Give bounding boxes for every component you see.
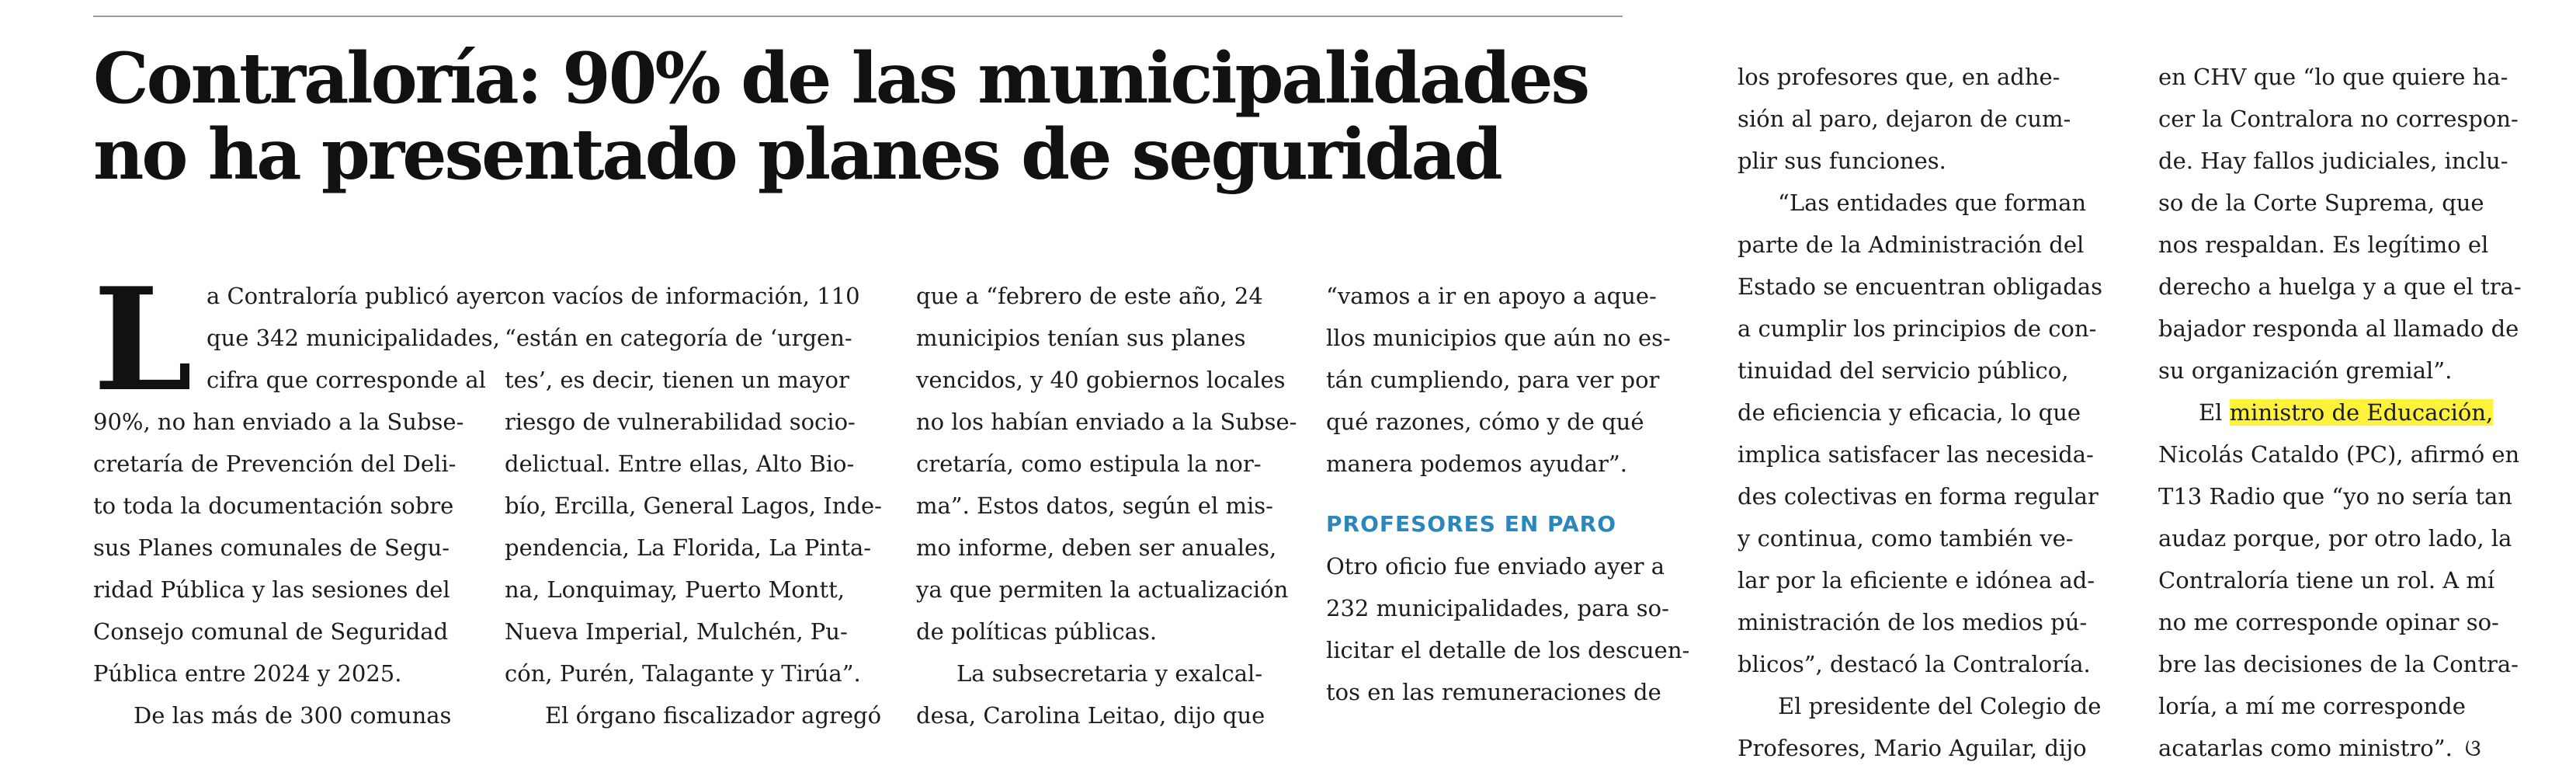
text-line: nos respaldan. Es legítimo el — [2158, 231, 2489, 258]
text-line: “Las entidades que forman — [1778, 190, 2087, 216]
text-line: loría, a mí me corresponde — [2158, 693, 2466, 719]
text-line: El presidente del Colegio de — [1778, 693, 2102, 719]
text-line: con vacíos de información, 110 — [505, 283, 860, 309]
text-line: no los habían enviado a la Subse- — [916, 409, 1297, 435]
text-line: ya que permiten la actualización — [916, 576, 1289, 603]
text-line: blicos”, destacó la Contraloría. — [1738, 651, 2091, 677]
text-line: tes’, es decir, tienen un mayor — [505, 367, 849, 393]
text-line: ma”. Estos datos, según el mis- — [916, 492, 1273, 519]
text-line: to toda la documentación sobre — [93, 492, 454, 519]
text-line: T13 Radio que “yo no sería tan — [2158, 483, 2512, 510]
text-line: tos en las remuneraciones de — [1326, 679, 1661, 705]
text-line: cifra que corresponde al — [206, 367, 486, 393]
text-line: delictual. Entre ellas, Alto Bio- — [505, 451, 855, 477]
text-line: sión al paro, dejaron de cum- — [1738, 106, 2071, 132]
drop-cap: L — [93, 256, 193, 423]
article-column-2 — [505, 275, 882, 736]
text-line: qué razones, cómo y de qué — [1326, 409, 1644, 435]
text-line: los profesores que, en adhe- — [1738, 64, 2060, 90]
headline-line-2: no ha presentado planes de seguridad — [93, 113, 1501, 196]
text-line: El órgano fiscalizador agregó — [545, 702, 882, 729]
article-column-6 — [2158, 56, 2550, 769]
last-text-line — [2158, 727, 2550, 769]
article-column-4 — [1326, 275, 1691, 713]
text-line: 90%, no han enviado a la Subse- — [93, 409, 464, 435]
text-line: que 342 municipalidades, — [206, 325, 500, 351]
text-line: tinuidad del servicio público, — [1738, 357, 2069, 384]
text-line: llos municipios que aún no es- — [1326, 325, 1671, 351]
text-line: cón, Purén, Talagante y Tirúa”. — [505, 660, 861, 687]
text-line: cretaría, como estipula la nor- — [916, 451, 1262, 477]
text-line: Contraloría tiene un rol. A mí — [2158, 567, 2495, 593]
text-line: Profesores, Mario Aguilar, dijo — [1738, 735, 2087, 761]
text-line: licitar el detalle de los descuen- — [1326, 637, 1690, 663]
text-fragment: acatarlas como ministro”. — [2158, 735, 2453, 761]
text-line: so de la Corte Suprema, que — [2158, 190, 2484, 216]
text-line: “están en categoría de ‘urgen- — [505, 325, 852, 351]
text-line: Nueva Imperial, Mulchén, Pu- — [505, 618, 848, 645]
article-column-5 — [1738, 56, 2130, 769]
text-line: na, Lonquimay, Puerto Montt, — [505, 576, 845, 603]
article-column-1 — [93, 256, 506, 736]
text-line: vencidos, y 40 gobiernos locales — [916, 367, 1286, 393]
text-line: manera podemos ayudar”. — [1326, 451, 1627, 477]
highlighted-text: ministro de Educación, — [2229, 399, 2494, 426]
text-line: Otro oficio fue enviado ayer a — [1326, 553, 1665, 579]
text-line: que a “febrero de este año, 24 — [916, 283, 1263, 309]
text-line: lar por la eficiente e idónea ad- — [1738, 567, 2095, 593]
headline — [93, 37, 1646, 196]
text-line: desa, Carolina Leitao, dijo que — [916, 702, 1265, 729]
top-rule — [93, 16, 1623, 17]
text-line: des colectivas en forma regular — [1738, 483, 2099, 510]
text-line: parte de la Administración del — [1738, 231, 2085, 258]
end-of-article-icon: ଓ — [2464, 735, 2481, 762]
text-line: no me corresponde opinar so- — [2158, 609, 2499, 635]
text-line: riesgo de vulnerabilidad socio- — [505, 409, 856, 435]
text-line: cretaría de Prevención del Deli- — [93, 451, 457, 477]
text-line: Consejo comunal de Seguridad — [93, 618, 449, 645]
text-line: Pública entre 2024 y 2025. — [93, 660, 402, 687]
text-line: de eficiencia y eficacia, lo que — [1738, 399, 2081, 426]
text-line: cer la Contralora no correspon- — [2158, 106, 2519, 132]
text-fragment: El — [2199, 399, 2230, 426]
text-line: Nicolás Cataldo (PC), afirmó en — [2158, 441, 2520, 468]
text-line: y continua, como también ve- — [1738, 525, 2074, 552]
text-line: plir sus funciones. — [1738, 148, 1946, 174]
text-line: De las más de 300 comunas — [134, 702, 452, 729]
text-line: ridad Pública y las sesiones del — [93, 576, 450, 603]
text-line: de. Hay fallos judiciales, inclu- — [2158, 148, 2508, 174]
text-line: bío, Ercilla, General Lagos, Inde- — [505, 492, 882, 519]
text-line: de políticas públicas. — [916, 618, 1158, 645]
text-line: municipios tenían sus planes — [916, 325, 1246, 351]
section-subhead: PROFESORES EN PARO — [1326, 511, 1617, 537]
text-line: a Contraloría publicó ayer — [206, 283, 506, 309]
text-line: pendencia, La Florida, La Pinta- — [505, 534, 872, 561]
text-line: audaz porque, por otro lado, la — [2158, 525, 2512, 552]
article-column-3 — [916, 275, 1297, 736]
text-line: bre las decisiones de la Contra- — [2158, 651, 2519, 677]
text-line: bajador responda al llamado de — [2158, 315, 2519, 342]
text-line: ministración de los medios pú- — [1738, 609, 2088, 635]
text-line: mo informe, deben ser anuales, — [916, 534, 1277, 561]
text-line: en CHV que “lo que quiere ha- — [2158, 64, 2508, 90]
text-line: implica satisfacer las necesida- — [1738, 441, 2094, 468]
text-line: derecho a huelga y a que el tra- — [2158, 273, 2522, 300]
text-line: 232 municipalidades, para so- — [1326, 595, 1669, 621]
text-line: “vamos a ir en apoyo a aque- — [1326, 283, 1657, 309]
headline-line-1: Contraloría: 90% de las municipalidades — [93, 37, 1588, 120]
text-line: su organización gremial”. — [2158, 357, 2453, 384]
text-line: a cumplir los principios de con- — [1738, 315, 2097, 342]
text-line: La subsecretaria y exalcal- — [956, 660, 1263, 687]
text-line: sus Planes comunales de Segu- — [93, 534, 450, 561]
text-line: tán cumpliendo, para ver por — [1326, 367, 1660, 393]
highlighted-line — [2158, 391, 2550, 433]
text-line: Estado se encuentran obligadas — [1738, 273, 2102, 300]
